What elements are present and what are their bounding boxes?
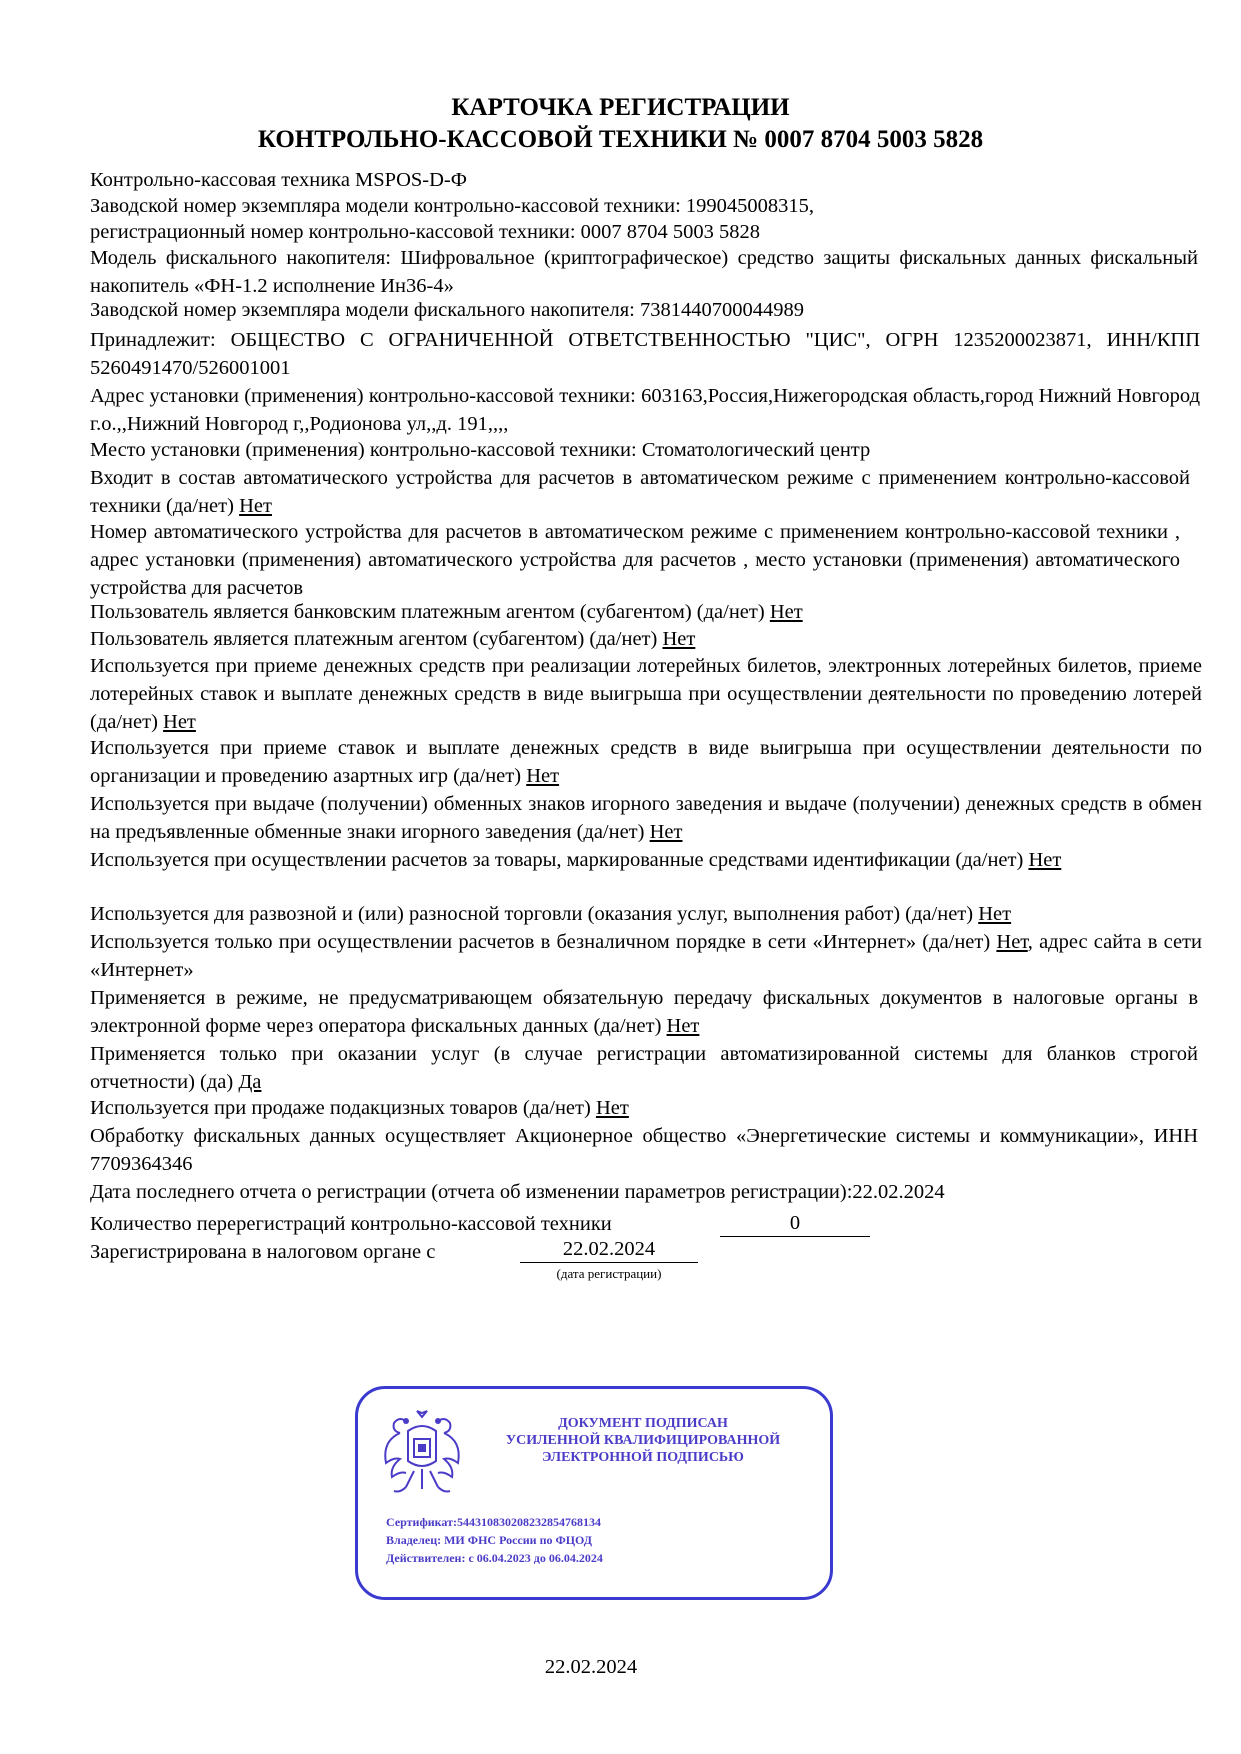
item-text: Используется при приеме денежных средств при реализации лотерейных билетов, электронных лотерейных билетов, приеме лотерейных ставок и выплате денежных средств в виде выигрыша при осуществлении деятельности по проведению лотерей (да/нет)	[90, 655, 1202, 733]
registered-date: 22.02.2024	[520, 1236, 698, 1263]
last-report-date: Дата последнего отчета о регистрации (отчета об изменении параметров регистрации):22.02.2024	[90, 1181, 945, 1203]
stamp-owner: Владелец: МИ ФНС России по ФЦОД	[386, 1533, 592, 1547]
stamp-certificate: Сертификат:544310830208232854768134	[386, 1515, 601, 1529]
item-text: Номер автоматического устройства для расчетов в автоматическом режиме с применением контрольно-кассовой техники , адрес установки (применения) автоматического устройства для расчетов , место установки (применения) автоматического устройства для расчетов	[90, 521, 1180, 599]
owner-info: Принадлежит: ОБЩЕСТВО С ОГРАНИЧЕННОЙ ОТВЕТСТВЕННОСТЬЮ "ЦИС", ОГРН 1235200023871, ИНН/КПП 5260491470/526001001	[90, 329, 1200, 379]
item-value: Нет	[769, 601, 803, 623]
list-item	[90, 984, 1198, 1040]
electronic-signature-stamp	[355, 1386, 833, 1600]
document-title	[0, 92, 1241, 156]
item-text: Используется при осуществлении расчетов за товары, маркированные средствами идентификации (да/нет)	[90, 849, 1029, 871]
list-item	[90, 518, 1180, 602]
registered-date-caption: (дата регистрации)	[556, 1266, 662, 1281]
item-text: Пользователь является платежным агентом (субагентом) (да/нет)	[90, 628, 663, 650]
stamp-title-line: ЭЛЕКТРОННОЙ ПОДПИСЬЮ	[542, 1450, 744, 1465]
title-line-1: КАРТОЧКА РЕГИСТРАЦИИ	[451, 94, 790, 121]
item-text: Пользователь является банковским платежным агентом (субагентом) (да/нет)	[90, 601, 770, 623]
stamp-details	[386, 1513, 603, 1567]
item-value: Нет	[595, 1097, 629, 1119]
install-address: Адрес установки (применения) контрольно-кассовой техники: 603163,Россия,Нижегородская область,город Нижний Новгород г.о.,,Нижний Новгород г,,Родионова ул,,д. 191,,,,	[90, 385, 1200, 435]
double-headed-eagle-emblem-icon	[378, 1407, 466, 1499]
item-value: Нет	[978, 903, 1012, 925]
list-item	[90, 928, 1202, 984]
reregistrations-label: Количество перерегистраций контрольно-кассовой техники	[90, 1213, 612, 1235]
item-value: Нет	[649, 821, 683, 843]
item-value: Нет	[163, 711, 196, 733]
item-text: Используется только при осуществлении расчетов в безналичном порядке в сети «Интернет» (да/нет)	[90, 931, 997, 953]
registered-label: Зарегистрирована в налоговом органе с	[90, 1241, 436, 1263]
device-model: Контрольно-кассовая техника MSPOS-D-Ф	[90, 169, 467, 191]
item-text: Используется для развозной и (или) разносной торговли (оказания услуг, выполнения работ) (да/нет)	[90, 903, 979, 925]
fiscal-operator: Обработку фискальных данных осуществляет Акционерное общество «Энергетические системы и коммуникации», ИНН 7709364346	[90, 1125, 1198, 1175]
item-text: Применяется только при оказании услуг (в случае регистрации автоматизированной системы для бланков строгой отчетности) (да)	[90, 1043, 1198, 1093]
item-text: Используется при выдаче (получении) обменных знаков игорного заведения и выдаче (получении) денежных средств в обмен на предъявленные обменные знаки игорного заведения (да/нет)	[90, 793, 1202, 843]
list-item	[90, 734, 1202, 790]
stamp-title-line: УСИЛЕННОЙ КВАЛИФИЦИРОВАННОЙ	[505, 1433, 781, 1448]
item-value: Нет	[996, 931, 1028, 953]
list-item	[90, 598, 1202, 626]
item-text: Применяется в режиме, не предусматривающем обязательную передачу фискальных документов в налоговые органы в электронной форме через оператора фискальных данных (да/нет)	[90, 987, 1198, 1037]
list-item	[90, 464, 1190, 520]
install-place: Место установки (применения) контрольно-кассовой техники: Стоматологический центр	[90, 439, 871, 461]
list-item	[90, 1040, 1198, 1096]
item-text: Используется при приеме ставок и выплате денежных средств в виде выигрыша при осуществлении деятельности по организации и проведению азартных игр (да/нет)	[90, 737, 1202, 787]
list-item	[90, 652, 1202, 736]
item-value: Да	[238, 1071, 262, 1093]
stamp-validity: Действителен: с 06.04.2023 до 06.04.2024	[386, 1551, 603, 1565]
footer-date: 22.02.2024	[544, 1656, 638, 1678]
list-item	[90, 846, 1202, 874]
fn-model: Модель фискального накопителя: Шифровальное (криптографическое) средство защиты фискальных данных фискальный накопитель «ФН-1.2 исполнение Ин36-4»	[90, 247, 1198, 297]
stamp-title	[478, 1415, 808, 1466]
list-item	[90, 1094, 1202, 1122]
item-text: Входит в состав автоматического устройства для расчетов в автоматическом режиме с применением контрольно-кассовой техники (да/нет)	[90, 467, 1190, 517]
item-value: Нет	[1028, 849, 1062, 871]
title-line-2: КОНТРОЛЬНО-КАССОВОЙ ТЕХНИКИ № 0007 8704 5003 5828	[257, 126, 984, 153]
item-value: Нет	[662, 628, 696, 650]
list-item	[90, 790, 1202, 846]
item-value: Нет	[666, 1015, 700, 1037]
device-serial: Заводской номер экземпляра модели контрольно-кассовой техники: 199045008315,	[90, 195, 815, 217]
list-item	[90, 625, 1202, 653]
item-value: Нет	[526, 765, 560, 787]
item-text-after: , адрес сайта в сети «Интернет»	[90, 931, 1202, 981]
reregistrations-value: 0	[720, 1210, 870, 1237]
stamp-title-line: ДОКУМЕНТ ПОДПИСАН	[558, 1416, 728, 1431]
fn-serial: Заводской номер экземпляра модели фискального накопителя: 7381440700044989	[90, 299, 804, 321]
item-value: Нет	[239, 495, 272, 517]
registration-number: регистрационный номер контрольно-кассовой техники: 0007 8704 5003 5828	[90, 221, 761, 243]
item-text: Используется при продаже подакцизных товаров (да/нет)	[90, 1097, 596, 1119]
list-item	[90, 900, 1202, 928]
